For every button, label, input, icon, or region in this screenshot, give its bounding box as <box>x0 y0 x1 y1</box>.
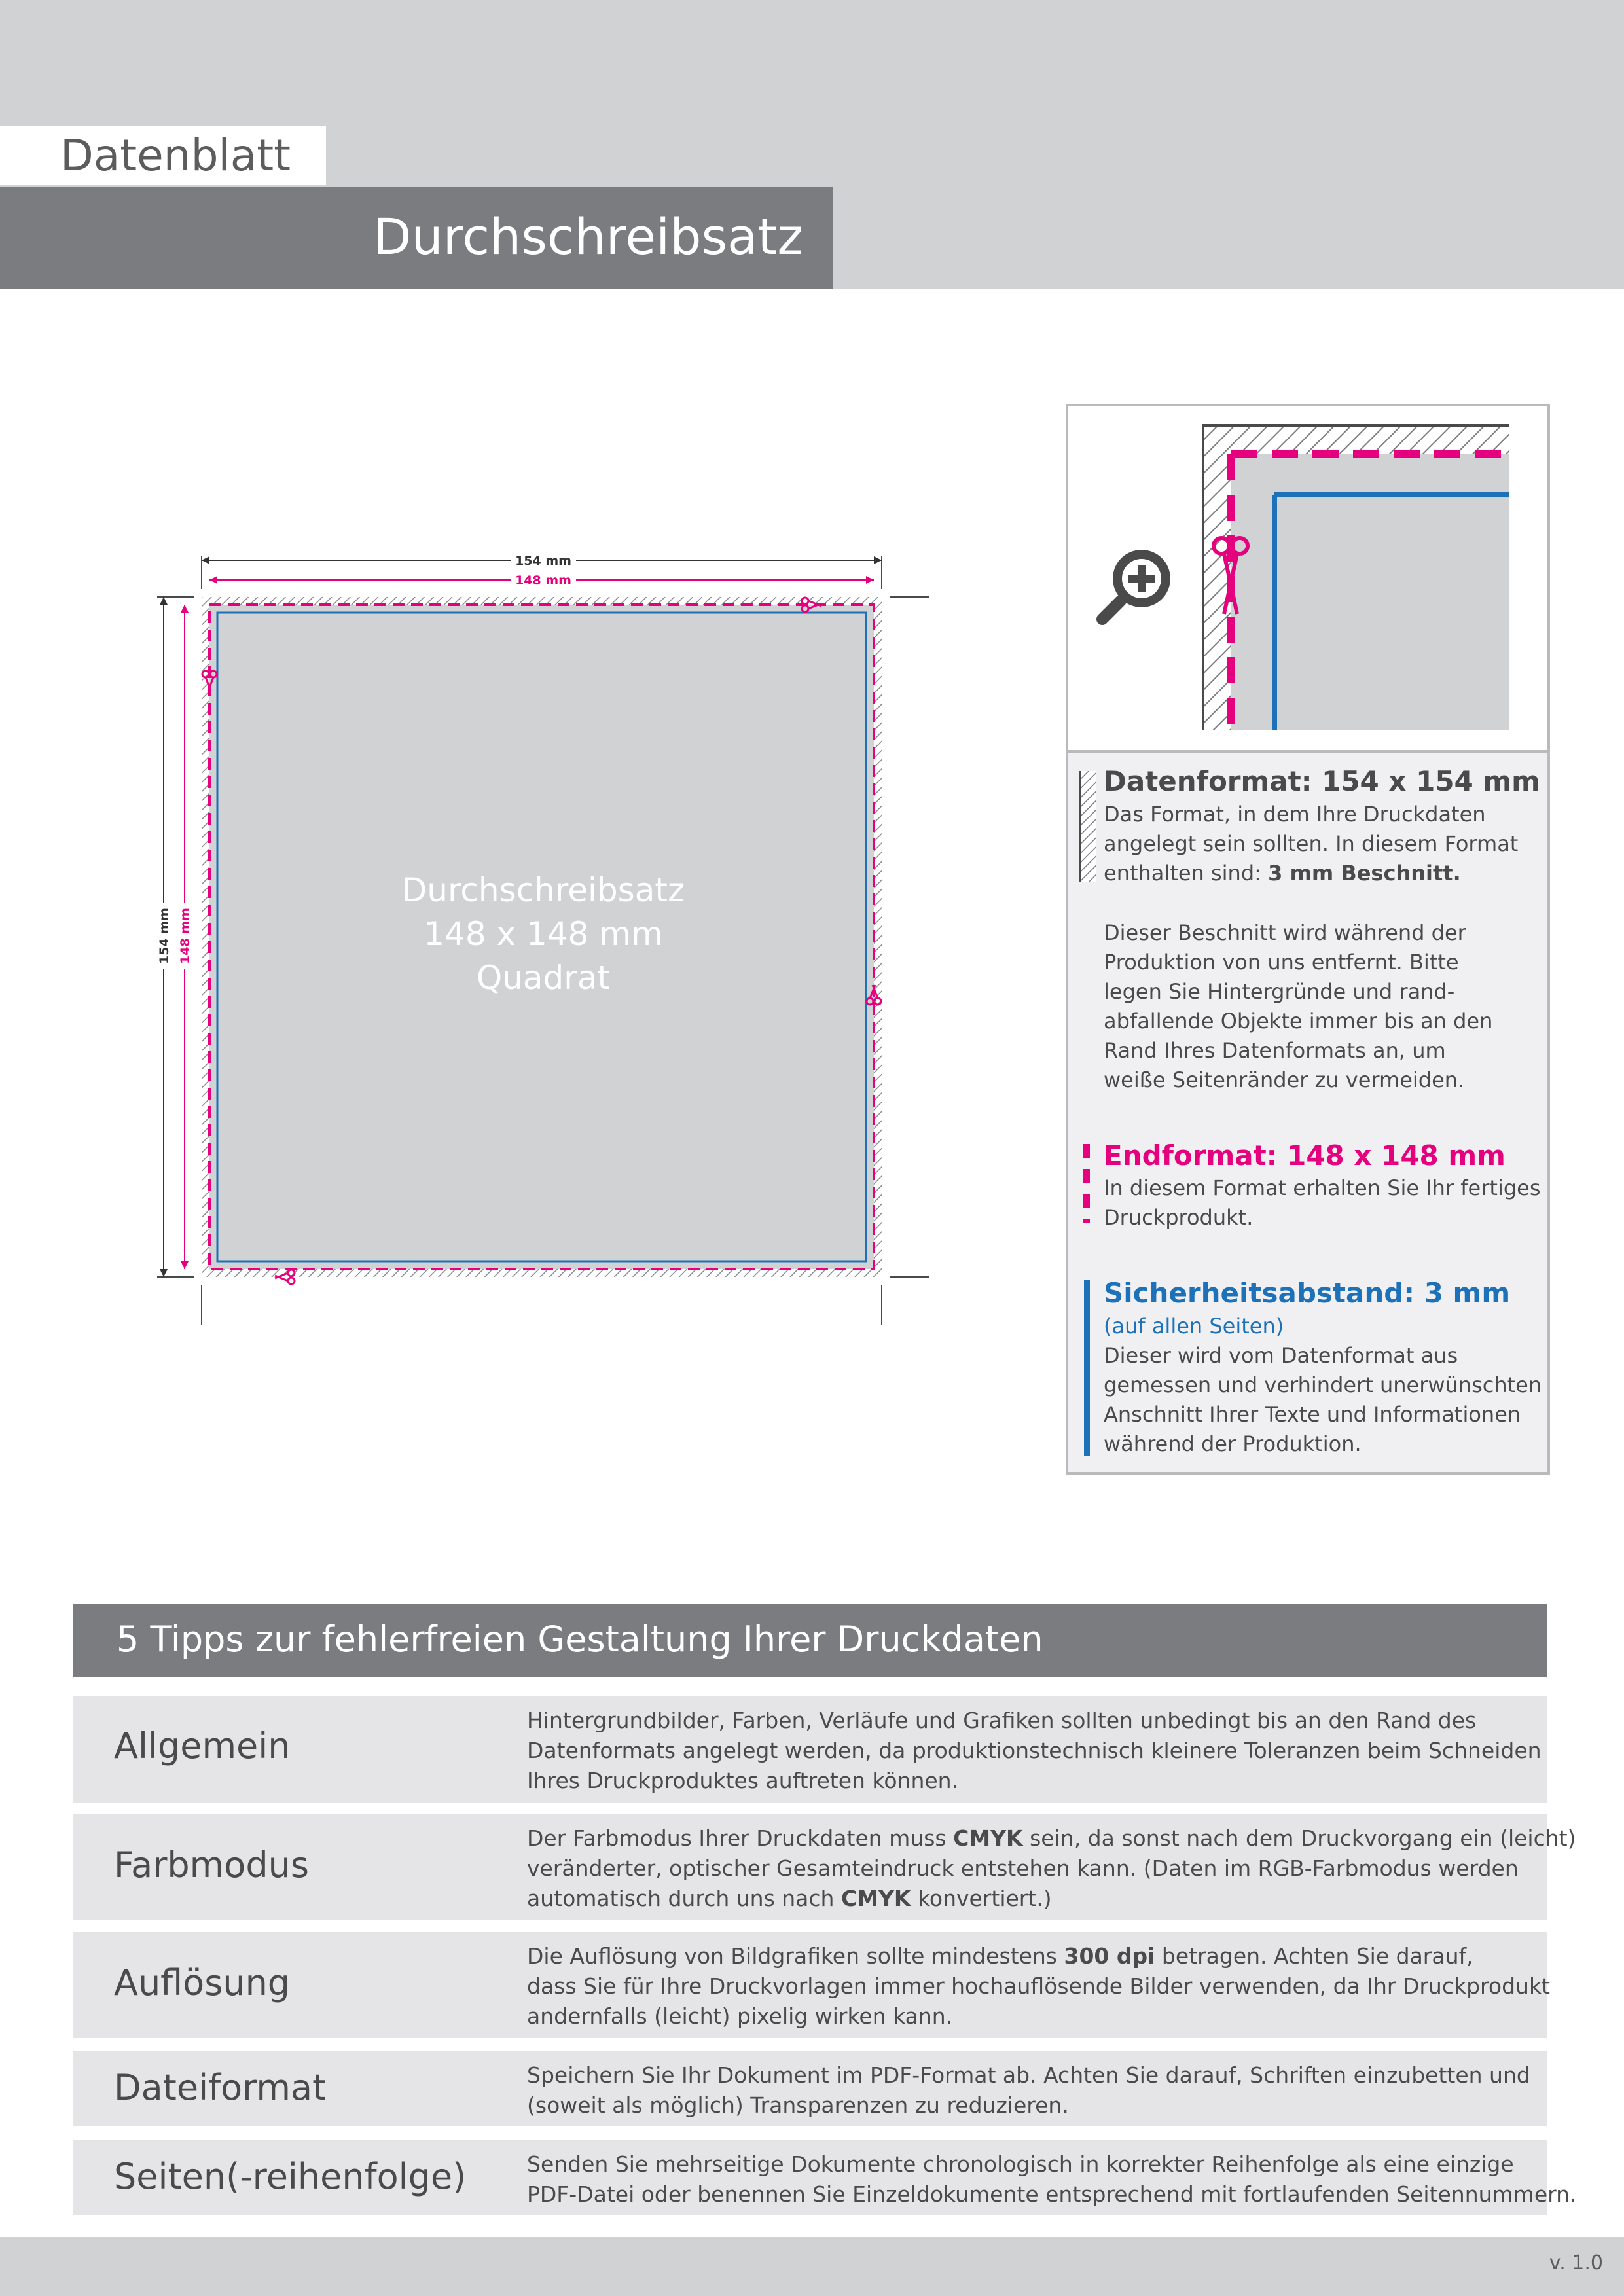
sicherheit-text-4: während der Produktion. <box>1104 1431 1362 1456</box>
version-label: v. 1.0 <box>1549 2251 1603 2274</box>
tip-label: Farbmodus <box>114 1844 309 1886</box>
tip-row-allgemein <box>73 1696 1547 1803</box>
width-dimensions <box>202 554 882 588</box>
tip-text: Die Auflösung von Bildgrafiken sollte mindestens 300 dpi betragen. Achten Sie darauf, dass Sie für Ihre Druckvorlagen immer hochauflösende Bilder verwenden, da Ihr Druckprodukt andernfalls (leicht) pixelig wirken kann. <box>527 1943 1550 2029</box>
tip-text: Hintergrundbilder, Farben, Verläufe und Grafiken sollten unbedingt bis an den Rand des Datenformats angelegt werden, da produktionstechnisch kleinere Toleranzen beim Schneiden Ihres Druckproduktes auftreten können. <box>527 1708 1542 1793</box>
document-label: Datenblatt <box>60 130 291 181</box>
tip-row-farbmodus <box>73 1814 1576 1920</box>
sicherheit-text-3: Anschnitt Ihrer Texte und Informationen <box>1104 1402 1521 1427</box>
beschnitt-text-6: weiße Seitenränder zu vermeiden. <box>1104 1067 1465 1092</box>
tip-text: Der Farbmodus Ihrer Druckdaten muss CMYK sein, da sonst nach dem Druckvorgang ein (leicht) veränderter, optischer Gesamteindruck entstehen kann. (Daten im RGB-Farbmodus werden automatisch durch uns nach CMYK konvertiert.) <box>527 1825 1576 1911</box>
sicherheit-title: Sicherheitsabstand: 3 mm <box>1104 1277 1511 1309</box>
safety-legend-icon <box>1084 1280 1090 1456</box>
bleed-legend-icon <box>1079 771 1097 882</box>
tip-text: Senden Sie mehrseitige Dokumente chronologisch in korrekter Reihenfolge als eine einzige PDF-Datei oder benennen Sie Einzeldokumente entsprechend mit fortlaufenden Seitennummern. <box>527 2151 1577 2207</box>
endformat-title: Endformat: 148 x 148 mm <box>1104 1139 1506 1172</box>
sicherheit-text-1: Dieser wird vom Datenformat aus <box>1104 1343 1458 1368</box>
tip-label: Dateiformat <box>114 2067 327 2108</box>
data-height-label: 154 mm <box>157 908 171 964</box>
tip-row-aufloesung <box>73 1932 1550 2038</box>
sicherheit-text-2: gemessen und verhindert unerwünschten <box>1104 1372 1542 1397</box>
data-width-label: 154 mm <box>515 554 571 568</box>
final-width-label: 148 mm <box>515 573 571 588</box>
beschnitt-text-5: Rand Ihres Datenformats an, um <box>1104 1038 1446 1063</box>
page-title: Durchschreibsatz <box>373 207 804 266</box>
beschnitt-text-2: Produktion von uns entfernt. Bitte <box>1104 950 1459 975</box>
panel-divider <box>1068 750 1547 753</box>
format-diagram <box>144 543 943 1342</box>
beschnitt-text-1: Dieser Beschnitt wird während der <box>1104 920 1466 945</box>
final-height-label: 148 mm <box>178 908 192 964</box>
datenformat-text-1: Das Format, in dem Ihre Druckdaten <box>1104 802 1486 827</box>
product-shape: Quadrat <box>476 959 611 997</box>
final-format-legend-icon <box>1083 1144 1091 1223</box>
datenformat-text-3: enthalten sind: 3 mm Beschnitt. <box>1104 861 1461 886</box>
beschnitt-text-3: legen Sie Hintergründe und rand- <box>1104 979 1455 1004</box>
tip-row-dateiformat <box>73 2051 1547 2126</box>
height-dimensions <box>157 597 192 1277</box>
tip-label: Allgemein <box>114 1725 291 1767</box>
tip-row-seiten <box>73 2140 1577 2215</box>
tip-text: Speichern Sie Ihr Dokument im PDF-Format ab. Achten Sie darauf, Schriften einzubetten und (soweit als möglich) Transparenzen zu reduzieren. <box>527 2062 1530 2118</box>
datenformat-title: Datenformat: 154 x 154 mm <box>1104 765 1540 797</box>
tip-label: Auflösung <box>114 1962 291 2003</box>
product-size: 148 x 148 mm <box>424 915 663 953</box>
endformat-text-1: In diesem Format erhalten Sie Ihr fertiges <box>1104 1175 1541 1200</box>
product-name: Durchschreibsatz <box>401 871 685 909</box>
tip-label: Seiten(-reihenfolge) <box>114 2156 467 2197</box>
footer-band <box>0 2237 1624 2296</box>
beschnitt-text-4: abfallende Objekte immer bis an den <box>1104 1009 1493 1033</box>
sicherheit-subtitle: (auf allen Seiten) <box>1104 1314 1284 1338</box>
datenformat-text-2: angelegt sein sollten. In diesem Format <box>1104 831 1519 856</box>
corner-detail <box>1202 424 1509 730</box>
endformat-text-2: Druckprodukt. <box>1104 1205 1254 1230</box>
tips-title: 5 Tipps zur fehlerfreien Gestaltung Ihrer Druckdaten <box>117 1619 1043 1660</box>
zoom-in-icon <box>1094 541 1180 626</box>
